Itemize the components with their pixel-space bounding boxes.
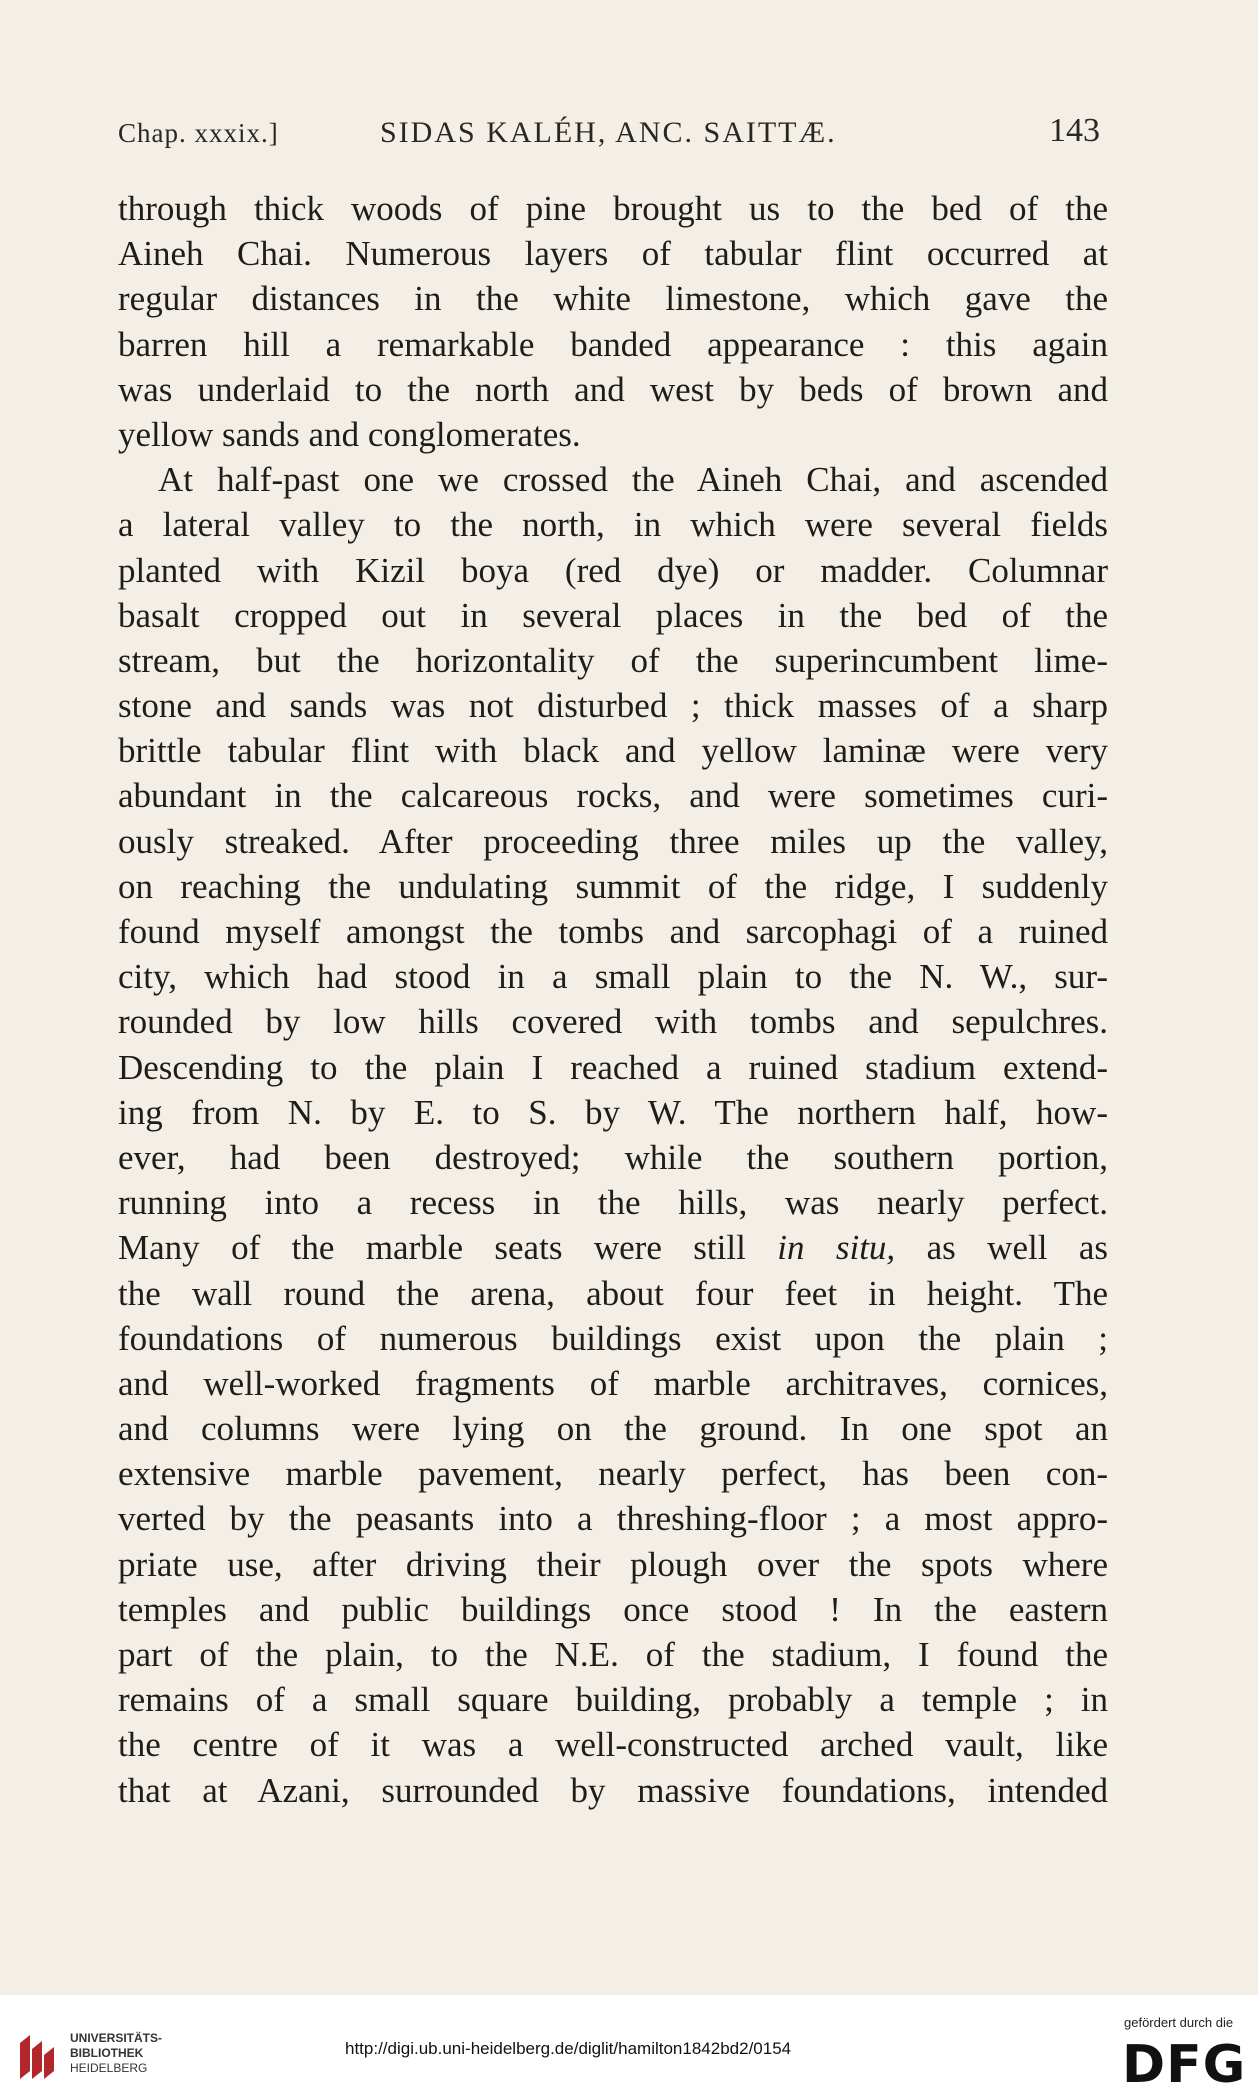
text-line: city, which had stood in a small plain to the N. W., sur- [118, 957, 1108, 997]
text-line: Aineh Chai. Numerous layers of tabular flint occurred at [118, 234, 1108, 274]
permalink-url[interactable]: http://digi.ub.uni-heidelberg.de/diglit/hamilton1842bd2/0154 [345, 2039, 792, 2058]
text-line: remains of a small square building, probably a temple ; in [118, 1680, 1108, 1720]
body-text [118, 186, 1108, 1813]
text-line: through thick woods of pine brought us to the bed of the [118, 189, 1108, 228]
text-line: temples and public buildings once stood ! In the eastern [118, 1589, 1108, 1629]
text-line: extensive marble pavement, nearly perfect, has been con- [118, 1454, 1108, 1494]
italic-phrase: in situ, [777, 1228, 896, 1268]
text-line: found myself amongst the tombs and sarcophagi of a ruined [118, 912, 1108, 951]
chapter-label: Chap. xxxix.] [118, 118, 279, 148]
text-line: rounded by low hills covered with tombs and sepulchres. [118, 1002, 1108, 1042]
funding-note: gefördert durch die [1124, 2015, 1234, 2030]
library-name [70, 2031, 162, 2076]
library-line-3: HEIDELBERG [70, 2061, 148, 2075]
text-line: that at Azani, surrounded by massive foundations, intended [118, 1770, 1108, 1810]
text-line: verted by the peasants into a threshing-floor ; a most appro- [118, 1499, 1108, 1539]
running-title: SIDAS KALÉH, ANC. SAITTÆ. [380, 116, 837, 149]
text-line: was underlaid to the north and west by beds of brown and [118, 369, 1108, 409]
text-line: ously streaked. After proceeding three miles up the valley, [118, 821, 1108, 861]
running-header [118, 112, 1100, 160]
dfg-logo: DFG [1122, 2035, 1247, 2095]
text-line: the centre of it was a well-constructed arched vault, like [118, 1725, 1108, 1765]
university-library-logo-icon [14, 2029, 60, 2085]
text-line: and columns were lying on the ground. In one spot an [118, 1409, 1108, 1449]
text-line: regular distances in the white limestone, which gave the [118, 279, 1108, 319]
text-line: stone and sands was not disturbed ; thick masses of a sharp [118, 686, 1108, 726]
text-line: At half-past one we crossed the Aineh Chai, and ascended [158, 460, 1108, 500]
text-line: barren hill a remarkable banded appearance : this again [118, 324, 1108, 364]
text-line: Descending to the plain I reached a ruined stadium extend- [118, 1047, 1108, 1087]
text-run: as well as [895, 1228, 1109, 1268]
page-number: 143 [1049, 112, 1100, 149]
library-line-2: BIBLIOTHEK [70, 2046, 144, 2060]
text-run: Many of the marble seats were still [118, 1228, 778, 1268]
text-line: basalt cropped out in several places in the bed of the [118, 595, 1108, 635]
text-line: on reaching the undulating summit of the ridge, I suddenly [118, 866, 1108, 906]
text-line: planted with Kizil boya (red dye) or madder. Columnar [118, 550, 1108, 590]
text-line: part of the plain, to the N.E. of the stadium, I found the [118, 1635, 1108, 1674]
text-line: ever, had been destroyed; while the southern portion, [118, 1137, 1108, 1177]
text-line: running into a recess in the hills, was nearly perfect. [118, 1183, 1108, 1223]
library-line-1: UNIVERSITÄTS- [70, 2031, 163, 2045]
text-line: yellow sands and conglomerates. [118, 414, 581, 454]
text-line: priate use, after driving their plough over the spots where [118, 1544, 1108, 1584]
text-line: stream, but the horizontality of the superincumbent lime- [118, 640, 1108, 680]
text-line: ing from N. by E. to S. by W. The northern half, how- [118, 1092, 1108, 1132]
text-line: abundant in the calcareous rocks, and were sometimes curi- [118, 776, 1108, 816]
digitization-footer [0, 1995, 1258, 2098]
text-line: a lateral valley to the north, in which were several fields [118, 505, 1108, 545]
text-line: the wall round the arena, about four feet in height. The [118, 1273, 1108, 1313]
text-line: and well-worked fragments of marble architraves, cornices, [118, 1363, 1108, 1403]
text-line [118, 1225, 1108, 1270]
text-line: brittle tabular flint with black and yellow laminæ were very [118, 731, 1108, 771]
text-line: foundations of numerous buildings exist upon the plain ; [118, 1318, 1108, 1358]
